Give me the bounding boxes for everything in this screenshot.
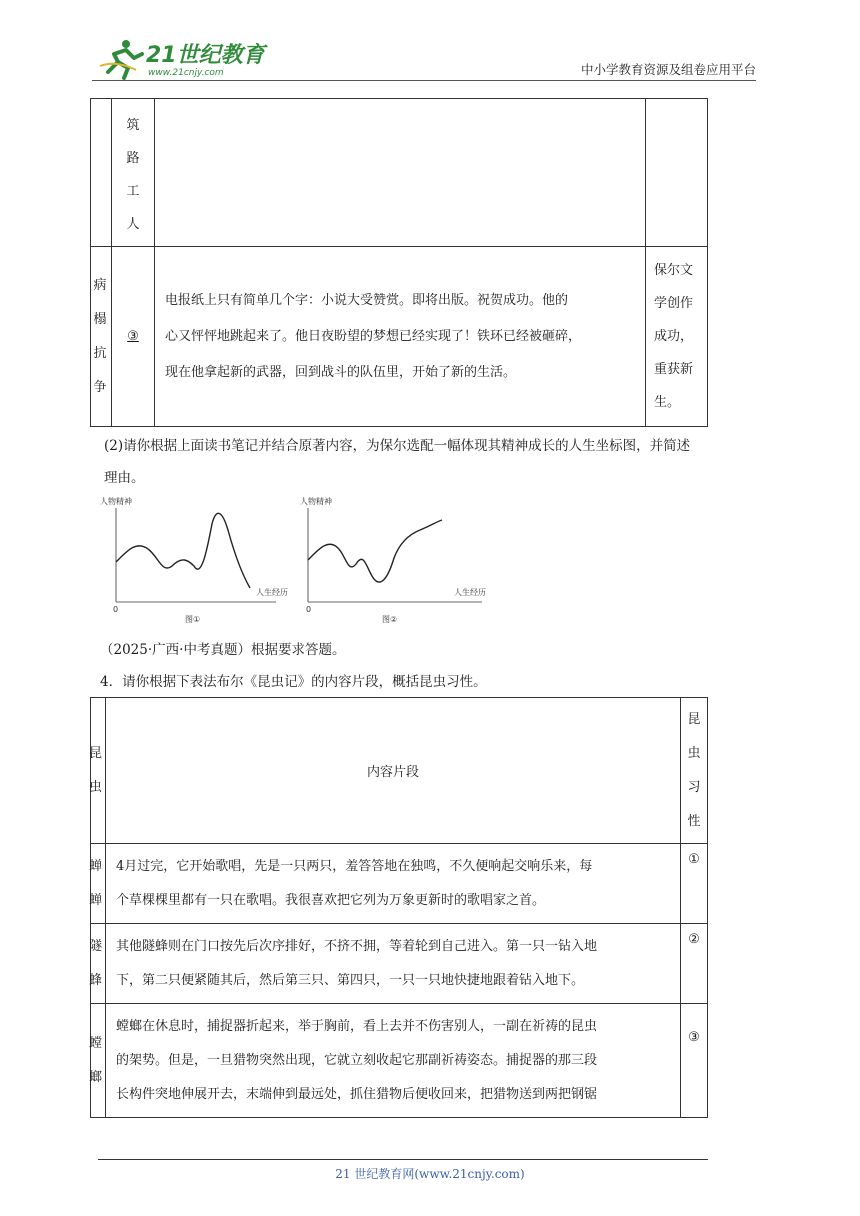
result-line: 成功， (654, 329, 694, 344)
answer-blank-1: ① (688, 852, 700, 867)
result-line: 重获新 (654, 362, 694, 377)
header-char: 虫 (89, 779, 103, 795)
text-line: 的架势。但是，一旦猎物突然出现，它就立刻收起它那副祈祷姿态。捕捉器的那三段 (116, 1052, 598, 1068)
origin-label: 0 (306, 605, 312, 614)
result-line: 学创作 (654, 296, 694, 311)
person-char: 人 (126, 216, 140, 232)
header-content-label: 内容片段 (366, 765, 419, 780)
question-4: 4．请你根据下表法布尔《昆虫记》的内容片段，概括昆虫习性。 (100, 674, 487, 690)
table-row (91, 99, 708, 247)
runner-icon (100, 40, 142, 78)
insect-char: 蝉 (89, 892, 103, 908)
answer-cell (681, 924, 708, 1004)
insect-char: 隧 (89, 938, 103, 954)
person-cell (112, 247, 155, 427)
table-row (91, 844, 708, 924)
y-axis-label: 人物精神 (100, 497, 132, 506)
answer-cell (681, 844, 708, 924)
header-char: 虫 (687, 745, 701, 761)
table-row (91, 1004, 708, 1118)
person-char: 筑 (126, 117, 140, 133)
content-cell (106, 1004, 681, 1118)
answer-blank-3: ③ (688, 1030, 700, 1045)
stage-cell (91, 247, 112, 427)
text-line: 长构件突地伸展开去，末端伸到最远处，抓住猎物后便收回来，把猎物送到两把钢锯 (116, 1086, 598, 1102)
logo-url: www.21cnjy.com (148, 68, 224, 78)
series-line (308, 520, 442, 582)
header-char: 习 (687, 779, 701, 795)
table-row (91, 247, 708, 427)
header-divider (92, 80, 756, 81)
content-cell (155, 247, 646, 427)
header-habit-cell (681, 698, 708, 844)
person-cell (112, 99, 155, 247)
insect-name-cell (91, 844, 106, 924)
text-line: 其他隧蜂则在门口按先后次序排好，不挤不拥，等着轮到自己进入。第一只一钻入地 (116, 938, 598, 954)
stage-char: 病 (93, 277, 107, 293)
text-line: 电报纸上只有简单几个字：小说大受赞赏。即将出版。祝贺成功。他的 (165, 292, 569, 308)
content-cell (155, 99, 646, 247)
source-line: （2025·广西·中考真题）根据要求答题。 (100, 642, 346, 658)
chart-title: 图② (382, 615, 398, 624)
answer-cell (681, 1004, 708, 1118)
answer-blank-2: ② (688, 932, 700, 947)
person-char: 路 (126, 150, 140, 166)
insect-name-cell (91, 924, 106, 1004)
text-line: 心又怦怦地跳起来了。他日夜盼望的梦想已经实现了！铁环已经被砸碎， (165, 328, 582, 344)
table-row (91, 924, 708, 1004)
y-axis-label: 人物精神 (300, 497, 332, 506)
x-axis-label: 人生经历 (256, 588, 288, 597)
insect-name-cell (91, 1004, 106, 1118)
life-chart-2[interactable] (296, 494, 496, 624)
footer-divider (98, 1159, 708, 1160)
insect-char: 蝉 (89, 858, 103, 874)
life-chart-1[interactable] (100, 494, 288, 624)
header-content-cell (106, 698, 681, 844)
insect-char: 螳 (89, 1035, 103, 1051)
origin-label: 0 (113, 605, 119, 614)
header-insect-cell (91, 698, 106, 844)
table-header-row (91, 698, 708, 844)
text-line: 现在他拿起新的武器，回到战斗的队伍里，开始了新的生活。 (165, 364, 517, 380)
result-cell (646, 99, 708, 247)
insect-char: 蜂 (89, 972, 103, 988)
text-line: 下，第二只便紧随其后，然后第三只、第四只，一只一只地快捷地跟着钻入地下。 (116, 972, 585, 988)
person-char: 工 (126, 183, 140, 199)
x-axis-label: 人生经历 (454, 588, 486, 597)
result-cell (646, 247, 708, 427)
answer-blank-3: ③ (127, 329, 139, 344)
content-cell (106, 844, 681, 924)
series-line (116, 513, 250, 588)
stage-cell (91, 99, 112, 247)
header-char: 性 (687, 813, 701, 829)
result-line: 保尔文 (654, 263, 694, 278)
logo-text: 21世纪教育 (146, 43, 265, 68)
question-line: (2)请你根据上面读书笔记并结合原著内容，为保尔选配一幅体现其精神成长的人生坐标图，并简述 (104, 438, 691, 454)
header-platform-text: 中小学教育资源及组卷应用平台 (580, 62, 756, 77)
stage-char: 榻 (93, 311, 107, 327)
stage-char: 争 (93, 379, 107, 395)
header-char: 昆 (687, 711, 701, 727)
reading-notes-table (90, 98, 708, 427)
stage-char: 抗 (93, 345, 107, 361)
chart-title: 图① (185, 615, 201, 624)
site-logo (96, 38, 266, 78)
text-line: 螳螂在休息时，捕捉器折起来，举于胸前，看上去并不伤害别人，一副在祈祷的昆虫 (116, 1018, 598, 1034)
result-line: 生。 (654, 395, 681, 410)
header-char: 昆 (89, 745, 103, 761)
question-line: 理由。 (104, 470, 145, 486)
question-2 (104, 430, 764, 494)
content-cell (106, 924, 681, 1004)
text-line: 4月过完，它开始歌唱，先是一只两只，羞答答地在独鸣，不久便响起交响乐来，每 (116, 858, 593, 874)
insect-table (90, 697, 708, 1118)
text-line: 个草棵棵里都有一只在歌唱。我很喜欢把它列为万象更新时的歌唱家之首。 (116, 892, 546, 908)
footer-text[interactable]: 21 世纪教育网(www.21cnjy.com) (335, 1167, 525, 1181)
insect-char: 螂 (89, 1069, 103, 1085)
